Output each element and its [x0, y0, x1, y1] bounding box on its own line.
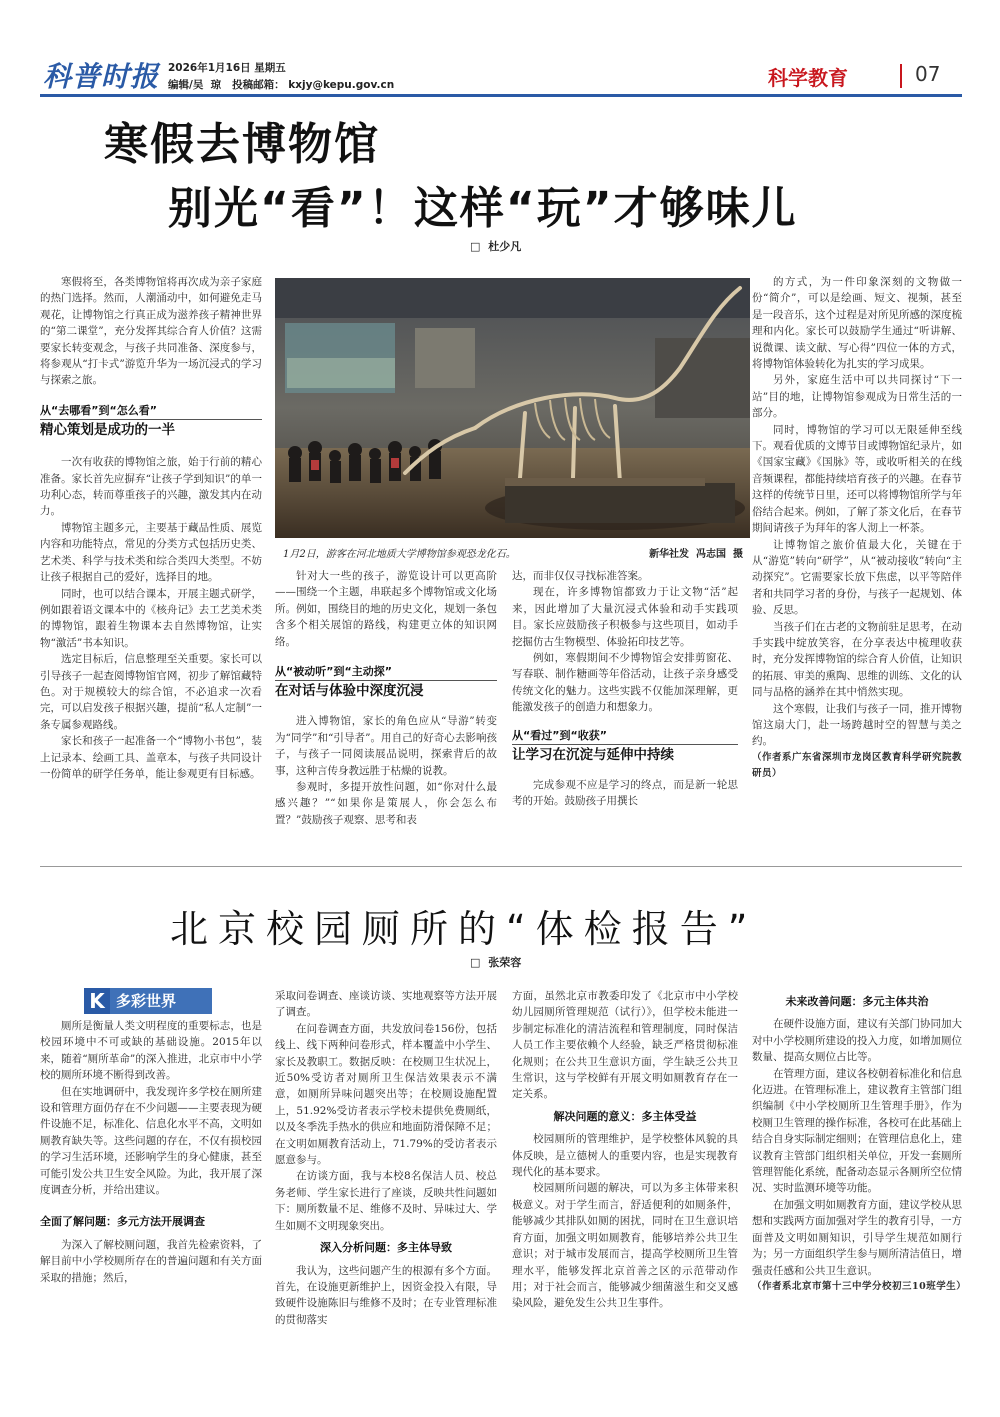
article2-byline: □ 张荣容 [470, 956, 522, 969]
subhead-a2-1: 全面了解问题：多元方法开展调查 [40, 1215, 205, 1229]
article2-title: 北京校园厕所的“体检报告” [170, 907, 758, 951]
photo-caption [283, 545, 743, 560]
article2-col1: 厕所是衡量人类文明程度的重要标志，也是校园环境中不可或缺的基础设施。2015年以来，随着“厕所革命”的深入推进，北京市中小学校的厕所环境不断得到改善。 但在实地调研中，我发现许多学校在厕所建设和管理方面仍存在不少问题——主要表现为硬件设施不足，标准化、信息化水平不高，文明如厕教育缺失等。这些问题的存在，不仅有损校园的学习生活环境，还影响学生的身心健康，甚至可能引发公共卫生安全风险。为此，我开展了深度调查分析，并给出建议。 全面了解问题：多元方法开展调查 为深入了解校厕问题，我首先检索资料，了解目前中小学校厕所存在的普遍问题和有关方面采取的措施；然后， [40, 1020, 262, 1284]
article2-col2: 采取问卷调查、座谈访谈、实地观察等方法开展了调查。 在问卷调查方面，共发放问卷156份，包括线上、线下两种问卷形式，样本覆盖中小学生、家长及教职工。数据反映：在校厕卫生状况上，近50%受访者对厕所卫生保洁效果表示不满意，如厕所异味问题突出等；在校厕设施配置上，51.92%受访者表示学校未提供免费厕纸，以及冬季洗手热水的供应和地面防滑保障不足；在文明如厕教育活动上，71.79%的受访者表示愿意参与。 在访谈方面，我与本校8名保洁人员、校总务老师、学生家长进行了座谈，反映共性问题如下：厕所数量不足、维修不及时、异味过大、学生如厕不文明现象突出。 深入分析问题：多主体导致 我认为，这些问题产生的根源有多个方面。首先，在设施更新维护上，因资金投入有限，导致硬件设施陈旧与维修不及时；在专业管理标准的贯彻落实 [275, 990, 497, 1326]
article2-col4: 未来改善问题：多元主体共治 在硬件设施方面，建议有关部门协同加大对中小学校厕所建设的投入力度，如增加厕位数量、提高女厕位占比等。 在管理方面，建议各校朝着标准化和信息化迈进。在管理标准上，建议教育主管部门组织编制《中小学校厕所卫生管理手册》，作为校厕卫生管理的操作标准，各校可在此基础上结合自身实际制定细则；在管理信息化上，建议教育主管部门组织相关单位，开发一套厕所管理智能化系统，配备动态显示各厕所空位情况、实时监测环境等功能。 在加强文明如厕教育方面，建议学校从思想和实践两方面加强对学生的教育引导，一方面普及文明如厕知识，引导学生规范如厕行为；另一方面组织学生参与厕所清洁值日，增强责任感和公共卫生意识。 （作者系北京市第十三中学分校初三10班学生） [752, 988, 962, 1295]
subhead-3a: 从“看过”到“收获” [512, 728, 738, 745]
author-name: 张荣容 [488, 956, 522, 969]
article2-author-note: （作者系北京市第十三中学分校初三10班学生） [752, 1280, 967, 1292]
article1-col4: 的方式，为一件印象深刻的文物做一份“简介”，可以是绘画、短文、视频，甚至是一段音乐，这个过程是对所见所感的深度梳理和内化。家长可以鼓励学生通过“听讲解、说微课、读文献、写心得”四位一体的方式，将博物馆体验转化为扎实的学习成果。 另外，家庭生活中可以共同探讨“下一站”目的地，让博物馆参观成为日常生活的一部分。 同时，博物馆的学习可以无限延伸至线下。观看优质的文博节目或博物馆纪录片，如《国家宝藏》《国脉》等，或收听相关的在线音频课程，都能持续培育孩子的兴趣。在春节这样的传统节日里，还可以将博物馆所学与年俗结合起来。例如，了解了茶文化后，在春节期间请孩子为拜年的客人沏上一杯茶。 让博物馆之旅价值最大化，关键在于从“游览”转向“研学”，从“被动接收”转向“主动探究”。它需要家长放下焦虑，以平等陪伴者和共同学习者的身份，与孩子一起规划、体验、反思。 当孩子们在古老的文物前驻足思考，在动手实践中绽放笑容，在分享表达中梳理收获时，充分发挥博物馆的综合育人价值，让知识的拓展、审美的熏陶、思维的训练、文化的认同与品格的涵养在其中悄然实现。 这个寒假，让我们与孩子一同，推开博物馆这扇大门，赴一场跨越时空的智慧与美之约。 （作者系广东省深圳市龙岗区教育科学研究院教研员） [752, 274, 962, 783]
masthead-date: 2026年1月16日 星期五 [168, 62, 286, 74]
caption-text: 1月2日，游客在河北地质大学博物馆参观恐龙化石。 [283, 549, 516, 560]
section-name: 科学教育 [768, 66, 848, 90]
dinosaur-photo [275, 278, 750, 538]
author-name: 杜少凡 [488, 240, 522, 253]
article-separator [40, 866, 962, 867]
dinosaur-skeleton-image [275, 278, 750, 538]
page-number: 07 [915, 62, 941, 86]
subhead-1b: 精心策划是成功的一半 [40, 422, 175, 439]
article1-col2: 针对大一些的孩子，游览设计可以更高阶——围绕一个主题，串联起多个博物馆或文化场所。例如，围绕目的地的历史文化，规划一条包含多个相关展馆的路线，构建更立体的知识网络。 从“被动听”到“主动探” 在对话与体验中深度沉浸 进入博物馆，家长的角色应从“导游”转变为“同学”和“引导者”。用自己的好奇心去影响孩子，与孩子一同阅读展品说明，探索背后的故事，这种言传身教远胜于枯燥的说教。 参观时，多提开放性问题，如“你对什么最感兴趣？”“如果你是策展人，你会怎么布置？”鼓励孩子观察、思考和表 [275, 570, 497, 826]
article2-col3: 方面，虽然北京市教委印发了《北京市中小学校幼儿园厕所管理规范（试行）》，但学校未能进一步制定标准化的清洁流程和管理制度，同时保洁人员工作主要依赖个人经验，缺乏严格贯彻标准化规则；在公共卫生意识方面，学生缺乏公共卫生常识，这与学校鲜有开展文明如厕教育存在一定关系。 解决问题的意义：多主体受益 校园厕所的管理维护，是学校整体风貌的具体反映，是立德树人的重要内容，也是实现教育现代化的基本要求。 校园厕所问题的解决，可以为多主体带来积极意义。对于学生而言，舒适便利的如厕条件，能够减少其排队如厕的困扰，同时在卫生意识培育方面，加强文明如厕教育，能够培养公共卫生意识；对于城市发展而言，提高学校厕所卫生管理水平，能够发挥北京首善之区的示范带动作用；对于社会而言，能够减少细菌滋生和交叉感染风险，避免发生公共卫生事件。 [512, 990, 738, 1310]
masthead [0, 0, 1000, 100]
masthead-rule [40, 94, 962, 97]
subhead-2b: 在对话与体验中深度沉浸 [275, 683, 424, 700]
article1-col3: 达，而非仅仅寻找标准答案。 现在，许多博物馆都致力于让文物“活”起来，因此增加了大量沉浸式体验和动手实践项目。家长应鼓励孩子积极参与这些项目，如动手挖掘仿古生物模型、体验拓印技艺等。 例如，寒假期间不少博物馆会安排剪窗花、写春联、制作糖画等年俗活动，让孩子亲身感受传统文化的魅力。这些实践不仅能加深理解，更能激发孩子的创造力和想象力。 从“看过”到“收获” 让学习在沉淀与延伸中持续 完成参观不应是学习的终点，而是新一轮思考的开始。鼓励孩子用撰长 [512, 570, 738, 808]
masthead-editor: 编辑/吴 琼 投稿邮箱： kxjy@kepu.gov.cn [168, 79, 395, 91]
subhead-a2-2: 深入分析问题：多主体导致 [320, 1241, 452, 1255]
masthead-logo: 科普时报 [43, 60, 160, 93]
subhead-2a: 从“被动听”到“主动探” [275, 664, 497, 681]
article1-author-note: （作者系广东省深圳市龙岗区教育科学研究院教研员） [752, 751, 963, 780]
section-divider [900, 64, 902, 88]
article1-title-line2: 别光“看”！这样“玩”才够味儿 [168, 183, 798, 234]
subhead-a2-4: 未来改善问题：多元主体共治 [785, 995, 929, 1008]
badge-k-icon: K [84, 988, 110, 1014]
article1-title-line1: 寒假去博物馆 [104, 119, 380, 170]
subhead-1a: 从“去哪看”到“怎么看” [40, 403, 262, 420]
article1-col1: 寒假将至，各类博物馆将再次成为亲子家庭的热门选择。然而，人潮涌动中，如何避免走马观花，让博物馆之行真正成为滋养孩子精神世界的“第二课堂”，充分发挥其综合育人价值？这需要家长转变观念，与孩子共同准备、深度参与，将参观从“打卡式”游览升华为一场沉浸式的学习与探索之旅。 从“去哪看”到“怎么看” 精心策划是成功的一半 一次有收获的博物馆之旅，始于行前的精心准备。家长首先应摒弃“让孩子学到知识”的单一功利心态，转而尊重孩子的兴趣，激发其内在动力。 博物馆主题多元，主要基于藏品性质、展览内容和功能特点，常见的分类方式包括历史类、艺术类、科学与技术类和综合类四大类型。不妨让孩子根据自己的爱好，选择目的地。 同时，也可以结合课本，开展主题式研学，例如跟着语文课本中的《核舟记》去工艺美术类的博物馆，跟着生物课本去自然博物馆，让实物“激活”书本知识。 选定目标后，信息整理至关重要。家长可以引导孩子一起查阅博物馆官网，初步了解馆藏特色。对于规模较大的综合馆，不必追求一次看完，可以启发孩子根据兴趣，提前“私人定制”一条专属参观路线。 家长和孩子一起准备一个“博物小书包”，装上记录本、绘画工具、盖章本，与孩子共同设计一份简单的研学任务单，能让参观更有目标感。 [40, 276, 262, 780]
column-badge [84, 988, 212, 1014]
badge-label: 多彩世界 [110, 988, 212, 1014]
article1-byline: □ 杜少凡 [470, 240, 522, 253]
subhead-3b: 让学习在沉淀与延伸中持续 [512, 747, 674, 764]
photo-credit: 新华社发 冯志国 摄 [649, 549, 743, 560]
subhead-a2-3: 解决问题的意义：多主体受益 [553, 1109, 697, 1123]
